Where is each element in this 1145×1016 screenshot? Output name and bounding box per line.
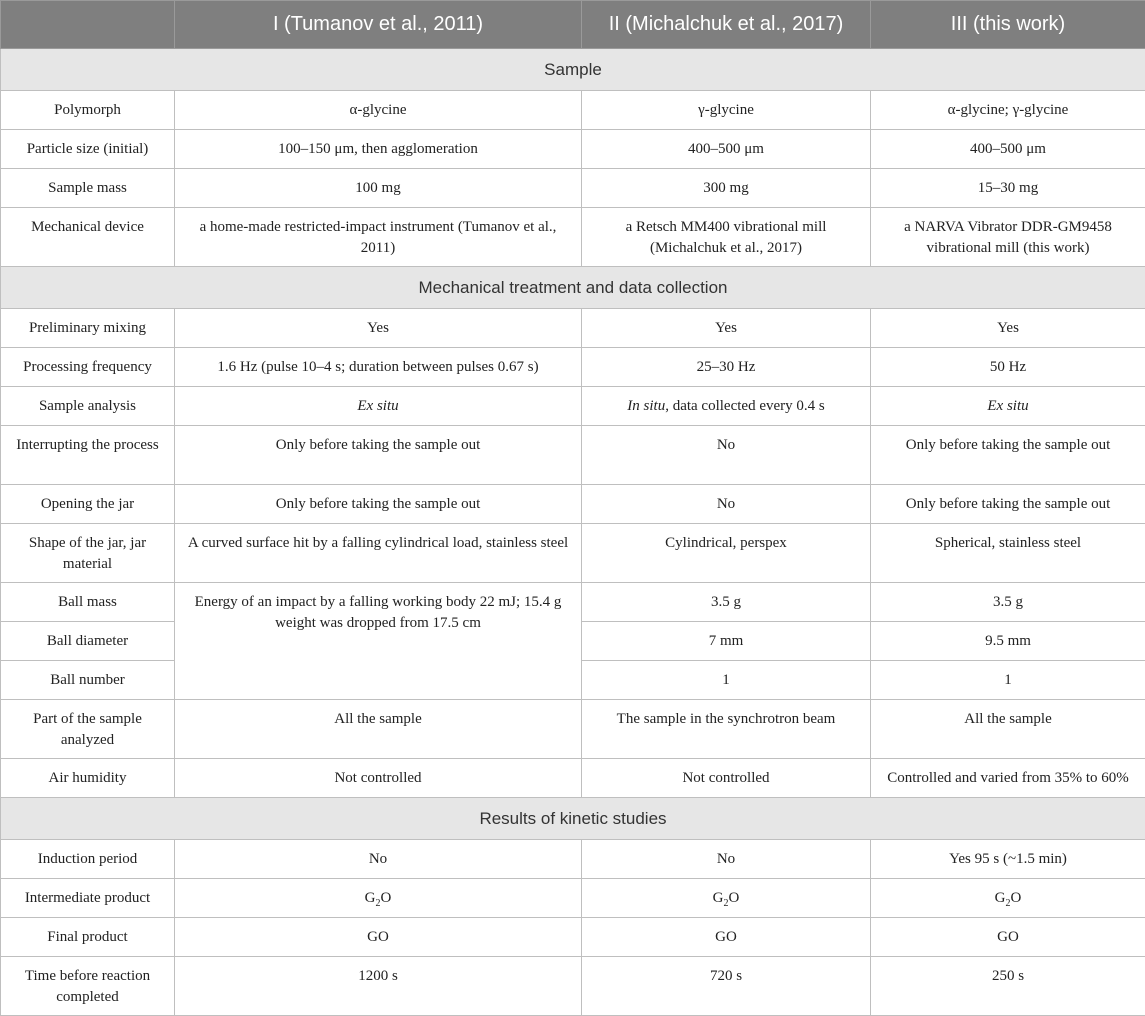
cell-preliminary-mixing-i: Yes <box>175 309 582 348</box>
row-label-time-completed: Time before reaction completed <box>1 957 175 1016</box>
cell-ball-number-iii: 1 <box>871 661 1145 700</box>
cell-polymorph-i: α-glycine <box>175 91 582 130</box>
table-row <box>1 208 1145 267</box>
row-label-preliminary-mixing: Preliminary mixing <box>1 309 175 348</box>
row-label-ball-diameter: Ball diameter <box>1 622 175 661</box>
cell-intermediate-product-ii <box>582 879 871 918</box>
cell-part-analyzed-iii: All the sample <box>871 700 1145 759</box>
ex-situ-text: Ex situ <box>987 398 1028 414</box>
cell-sample-analysis-ii <box>582 387 871 426</box>
row-label-mechanical-device: Mechanical device <box>1 208 175 267</box>
formula-tail: O <box>381 890 392 906</box>
table-row <box>1 387 1145 426</box>
table-row <box>1 130 1145 169</box>
row-label-interrupting: Interrupting the process <box>1 426 175 485</box>
formula-subscript: 2 <box>724 898 729 909</box>
row-label-polymorph: Polymorph <box>1 91 175 130</box>
section-row-results <box>1 798 1145 840</box>
cell-interrupting-iii: Only before taking the sample out <box>871 426 1145 485</box>
section-title-mechanical: Mechanical treatment and data collection <box>1 267 1145 309</box>
row-label-processing-frequency: Processing frequency <box>1 348 175 387</box>
row-label-sample-analysis: Sample analysis <box>1 387 175 426</box>
table-row <box>1 918 1145 957</box>
cell-mechanical-device-iii: a NARVA Vibrator DDR-GM9458 vibrational mill (this work) <box>871 208 1145 267</box>
row-label-part-analyzed: Part of the sample analyzed <box>1 700 175 759</box>
section-title-results: Results of kinetic studies <box>1 798 1145 840</box>
in-situ-detail: , data collected every 0.4 s <box>665 398 825 414</box>
row-label-ball-mass: Ball mass <box>1 583 175 622</box>
cell-sample-analysis-i <box>175 387 582 426</box>
formula-subscript: 2 <box>1006 898 1011 909</box>
cell-air-humidity-ii: Not controlled <box>582 759 871 798</box>
row-label-induction-period: Induction period <box>1 840 175 879</box>
cell-air-humidity-i: Not controlled <box>175 759 582 798</box>
cell-intermediate-product-i <box>175 879 582 918</box>
formula-tail: O <box>1011 890 1022 906</box>
cell-ball-number-ii: 1 <box>582 661 871 700</box>
cell-opening-jar-ii: No <box>582 485 871 524</box>
cell-sample-mass-i: 100 mg <box>175 169 582 208</box>
header-row <box>1 1 1145 49</box>
table-row <box>1 840 1145 879</box>
cell-sample-mass-iii: 15–30 mg <box>871 169 1145 208</box>
table-row <box>1 348 1145 387</box>
in-situ-text: In situ <box>627 398 665 414</box>
table-row <box>1 91 1145 130</box>
row-label-ball-number: Ball number <box>1 661 175 700</box>
table-row <box>1 524 1145 583</box>
table-row <box>1 759 1145 798</box>
cell-final-product-ii: GO <box>582 918 871 957</box>
cell-impact-energy-i: Energy of an impact by a falling working body 22 mJ; 15.4 g weight was dropped from 17.5 cm <box>175 583 582 700</box>
cell-sample-analysis-iii <box>871 387 1145 426</box>
cell-opening-jar-iii: Only before taking the sample out <box>871 485 1145 524</box>
row-label-sample-mass: Sample mass <box>1 169 175 208</box>
cell-particle-size-i: 100–150 μm, then agglomeration <box>175 130 582 169</box>
cell-polymorph-ii: γ-glycine <box>582 91 871 130</box>
cell-induction-period-iii: Yes 95 s (~1.5 min) <box>871 840 1145 879</box>
cell-interrupting-ii: No <box>582 426 871 485</box>
table-row <box>1 426 1145 485</box>
header-study-iii: III (this work) <box>871 1 1145 49</box>
cell-air-humidity-iii: Controlled and varied from 35% to 60% <box>871 759 1145 798</box>
table-row <box>1 309 1145 348</box>
table-row <box>1 879 1145 918</box>
cell-mechanical-device-i: a home-made restricted-impact instrument (Tumanov et al., 2011) <box>175 208 582 267</box>
formula-base: G <box>365 890 376 906</box>
row-label-opening-jar: Opening the jar <box>1 485 175 524</box>
cell-part-analyzed-ii: The sample in the synchrotron beam <box>582 700 871 759</box>
row-label-jar-shape: Shape of the jar, jar material <box>1 524 175 583</box>
cell-jar-shape-iii: Spherical, stainless steel <box>871 524 1145 583</box>
cell-time-completed-ii: 720 s <box>582 957 871 1016</box>
cell-processing-frequency-ii: 25–30 Hz <box>582 348 871 387</box>
row-label-particle-size: Particle size (initial) <box>1 130 175 169</box>
cell-processing-frequency-i: 1.6 Hz (pulse 10–4 s; duration between pulses 0.67 s) <box>175 348 582 387</box>
cell-time-completed-iii: 250 s <box>871 957 1145 1016</box>
header-study-ii: II (Michalchuk et al., 2017) <box>582 1 871 49</box>
section-row-mechanical <box>1 267 1145 309</box>
cell-opening-jar-i: Only before taking the sample out <box>175 485 582 524</box>
header-empty-cell <box>1 1 175 49</box>
cell-induction-period-ii: No <box>582 840 871 879</box>
table-row <box>1 583 1145 622</box>
cell-time-completed-i: 1200 s <box>175 957 582 1016</box>
ex-situ-text: Ex situ <box>357 398 398 414</box>
formula-subscript: 2 <box>376 898 381 909</box>
row-label-air-humidity: Air humidity <box>1 759 175 798</box>
cell-particle-size-iii: 400–500 μm <box>871 130 1145 169</box>
cell-preliminary-mixing-iii: Yes <box>871 309 1145 348</box>
cell-processing-frequency-iii: 50 Hz <box>871 348 1145 387</box>
cell-final-product-i: GO <box>175 918 582 957</box>
section-row-sample <box>1 49 1145 91</box>
cell-ball-diameter-ii: 7 mm <box>582 622 871 661</box>
cell-jar-shape-ii: Cylindrical, perspex <box>582 524 871 583</box>
table-row <box>1 485 1145 524</box>
cell-mechanical-device-ii: a Retsch MM400 vibrational mill (Michalchuk et al., 2017) <box>582 208 871 267</box>
table-row <box>1 700 1145 759</box>
cell-ball-mass-iii: 3.5 g <box>871 583 1145 622</box>
formula-tail: O <box>729 890 740 906</box>
cell-polymorph-iii: α-glycine; γ-glycine <box>871 91 1145 130</box>
cell-final-product-iii: GO <box>871 918 1145 957</box>
formula-base: G <box>995 890 1006 906</box>
cell-induction-period-i: No <box>175 840 582 879</box>
row-label-intermediate-product: Intermediate product <box>1 879 175 918</box>
cell-intermediate-product-iii <box>871 879 1145 918</box>
cell-particle-size-ii: 400–500 μm <box>582 130 871 169</box>
cell-sample-mass-ii: 300 mg <box>582 169 871 208</box>
header-study-i: I (Tumanov et al., 2011) <box>175 1 582 49</box>
cell-jar-shape-i: A curved surface hit by a falling cylindrical load, stainless steel <box>175 524 582 583</box>
section-title-sample: Sample <box>1 49 1145 91</box>
row-label-final-product: Final product <box>1 918 175 957</box>
cell-ball-mass-ii: 3.5 g <box>582 583 871 622</box>
formula-base: G <box>713 890 724 906</box>
cell-preliminary-mixing-ii: Yes <box>582 309 871 348</box>
cell-ball-diameter-iii: 9.5 mm <box>871 622 1145 661</box>
cell-part-analyzed-i: All the sample <box>175 700 582 759</box>
table-row <box>1 169 1145 208</box>
cell-interrupting-i: Only before taking the sample out <box>175 426 582 485</box>
